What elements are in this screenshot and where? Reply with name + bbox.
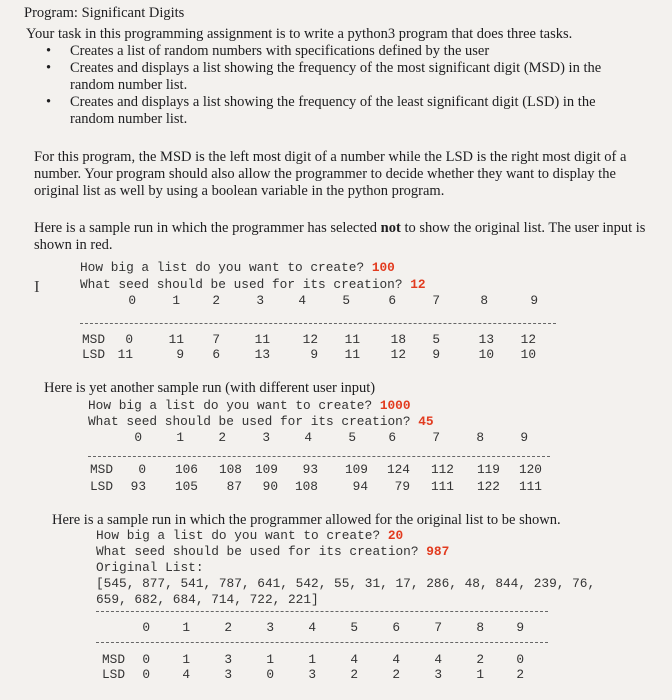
msd-count-cell: 12 (520, 332, 536, 347)
msd-count-cell: 1 (266, 652, 274, 667)
lsd-count-cell: 93 (130, 479, 146, 494)
msd-count-cell: 4 (434, 652, 442, 667)
lsd-count-cell: 10 (478, 347, 494, 362)
task-item: • Creates and displays a list showing the frequency of the least significant digit (LSD) in the random number list. (46, 94, 596, 127)
sample2-msd-row (0, 462, 672, 478)
digit-header-cell: 9 (520, 430, 528, 445)
msd-count-cell: 4 (392, 652, 400, 667)
lsd-label: LSD (82, 347, 106, 362)
lsd-count-cell: 0 (266, 667, 274, 682)
digit-header-cell: 5 (350, 620, 358, 635)
msd-count-cell: 4 (350, 652, 358, 667)
digit-header-cell: 5 (342, 293, 350, 308)
divider (96, 642, 548, 643)
sample1-lsd-row (0, 347, 672, 363)
digit-header-cell: 9 (530, 293, 538, 308)
text-cursor-icon: I (34, 277, 40, 296)
digit-header-cell: 0 (142, 620, 150, 635)
msd-label: MSD (102, 652, 126, 667)
lsd-count-cell: 105 (174, 479, 198, 494)
lsd-label: LSD (102, 667, 126, 682)
sample3-header-row (0, 620, 672, 636)
msd-count-cell: 106 (174, 462, 198, 477)
msd-count-cell: 119 (476, 462, 500, 477)
digit-header-cell: 8 (476, 430, 484, 445)
lsd-count-cell: 87 (226, 479, 242, 494)
lsd-count-cell: 111 (430, 479, 454, 494)
digit-header-cell: 7 (432, 430, 440, 445)
sample2-lsd-row (0, 479, 672, 495)
digit-header-cell: 3 (256, 293, 264, 308)
lsd-count-cell: 2 (516, 667, 524, 682)
digit-header-cell: 2 (218, 430, 226, 445)
msd-count-cell: 120 (518, 462, 542, 477)
msd-count-cell: 109 (254, 462, 278, 477)
bullet-icon: • (46, 43, 52, 59)
msd-count-cell: 108 (218, 462, 242, 477)
digit-header-cell: 7 (434, 620, 442, 635)
sample1-intro: Here is a sample run in which the programmer has selected not to show the original list. The user input is shown in red. (34, 220, 646, 253)
sample3-original-list: 659, 682, 684, 714, 722, 221] (96, 592, 319, 607)
digit-header-cell: 9 (516, 620, 524, 635)
sample3-msd-row (0, 652, 672, 668)
lsd-count-cell: 1 (476, 667, 484, 682)
sample3-prompt-size: How big a list do you want to create? 20 (96, 528, 404, 543)
lsd-count-cell: 90 (262, 479, 278, 494)
digit-header-cell: 6 (388, 430, 396, 445)
sample2-prompt-size: How big a list do you want to create? 1000 (88, 398, 411, 413)
msd-count-cell: 11 (168, 332, 184, 347)
msd-count-cell: 11 (254, 332, 270, 347)
lsd-count-cell: 0 (142, 667, 150, 682)
msd-label: MSD (82, 332, 106, 347)
lsd-count-cell: 94 (352, 479, 368, 494)
lsd-count-cell: 6 (212, 347, 220, 362)
digit-header-cell: 3 (262, 430, 270, 445)
digit-header-cell: 4 (304, 430, 312, 445)
msd-count-cell: 2 (476, 652, 484, 667)
sample3-prompt-seed: What seed should be used for its creation? 987 (96, 544, 450, 559)
msd-count-cell: 0 (138, 462, 146, 477)
lsd-count-cell: 4 (182, 667, 190, 682)
digit-header-cell: 4 (298, 293, 306, 308)
lsd-count-cell: 111 (518, 479, 542, 494)
digit-header-cell: 0 (128, 293, 136, 308)
msd-count-cell: 11 (344, 332, 360, 347)
sample1-prompt-seed: What seed should be used for its creation? 12 (80, 277, 426, 292)
msd-count-cell: 18 (390, 332, 406, 347)
msd-count-cell: 124 (386, 462, 410, 477)
sample2-prompt-seed: What seed should be used for its creation? 45 (88, 414, 434, 429)
sample2-intro: Here is yet another sample run (with different user input) (44, 380, 376, 396)
sample2-header-row (0, 430, 672, 446)
msd-count-cell: 1 (308, 652, 316, 667)
bullet-icon: • (46, 60, 52, 76)
lsd-count-cell: 2 (392, 667, 400, 682)
msd-count-cell: 3 (224, 652, 232, 667)
msd-count-cell: 0 (125, 332, 133, 347)
digit-header-cell: 8 (480, 293, 488, 308)
msd-count-cell: 109 (344, 462, 368, 477)
bullet-icon: • (46, 94, 52, 110)
msd-count-cell: 12 (302, 332, 318, 347)
lsd-count-cell: 3 (308, 667, 316, 682)
digit-header-cell: 2 (224, 620, 232, 635)
lsd-count-cell: 9 (432, 347, 440, 362)
digit-header-cell: 4 (308, 620, 316, 635)
sample3-intro: Here is a sample run in which the programmer allowed for the original list to be shown. (52, 512, 561, 528)
sample3-original-list: [545, 877, 541, 787, 641, 542, 55, 31, 17, 286, 48, 844, 239, 76, (96, 576, 596, 591)
lsd-count-cell: 10 (520, 347, 536, 362)
lsd-count-cell: 12 (390, 347, 406, 362)
page-title: Program: Significant Digits (24, 5, 185, 21)
lsd-count-cell: 79 (394, 479, 410, 494)
lsd-count-cell: 9 (310, 347, 318, 362)
digit-header-cell: 6 (388, 293, 396, 308)
sample1-header-row (0, 293, 672, 309)
msd-count-cell: 93 (302, 462, 318, 477)
msd-count-cell: 5 (432, 332, 440, 347)
lsd-count-cell: 13 (254, 347, 270, 362)
task-item: • Creates a list of random numbers with specifications defined by the user (46, 43, 490, 59)
lsd-count-cell: 108 (294, 479, 318, 494)
intro-paragraph: Your task in this programming assignment is to write a python3 program that does three tasks. (26, 26, 573, 42)
msd-count-cell: 1 (182, 652, 190, 667)
digit-header-cell: 1 (182, 620, 190, 635)
sample3-lsd-row (0, 667, 672, 683)
explanation-paragraph: For this program, the MSD is the left most digit of a number while the LSD is the right most digit of a number. Your program should also allow the programmer to decide whether they want to display the original list as well by using a boolean variable in the python program. (34, 149, 627, 199)
sample1-msd-row (0, 332, 672, 348)
msd-count-cell: 0 (516, 652, 524, 667)
lsd-count-cell: 9 (176, 347, 184, 362)
lsd-count-cell: 11 (117, 347, 133, 362)
digit-header-cell: 6 (392, 620, 400, 635)
msd-count-cell: 0 (142, 652, 150, 667)
digit-header-cell: 1 (176, 430, 184, 445)
msd-count-cell: 112 (430, 462, 454, 477)
task-item: • Creates and displays a list showing the frequency of the most significant digit (MSD) in the random number list. (46, 60, 602, 93)
digit-header-cell: 1 (172, 293, 180, 308)
msd-count-cell: 7 (212, 332, 220, 347)
lsd-label: LSD (90, 479, 114, 494)
sample1-prompt-size: How big a list do you want to create? 100 (80, 260, 395, 275)
digit-header-cell: 8 (476, 620, 484, 635)
digit-header-cell: 0 (134, 430, 142, 445)
lsd-count-cell: 2 (350, 667, 358, 682)
divider (80, 323, 556, 324)
lsd-count-cell: 122 (476, 479, 500, 494)
digit-header-cell: 2 (212, 293, 220, 308)
divider (96, 611, 548, 612)
digit-header-cell: 5 (348, 430, 356, 445)
lsd-count-cell: 11 (344, 347, 360, 362)
divider (88, 456, 550, 457)
digit-header-cell: 3 (266, 620, 274, 635)
msd-count-cell: 13 (478, 332, 494, 347)
digit-header-cell: 7 (432, 293, 440, 308)
sample3-original-label: Original List: (96, 560, 204, 575)
task-list (26, 43, 636, 128)
msd-label: MSD (90, 462, 114, 477)
lsd-count-cell: 3 (224, 667, 232, 682)
lsd-count-cell: 3 (434, 667, 442, 682)
